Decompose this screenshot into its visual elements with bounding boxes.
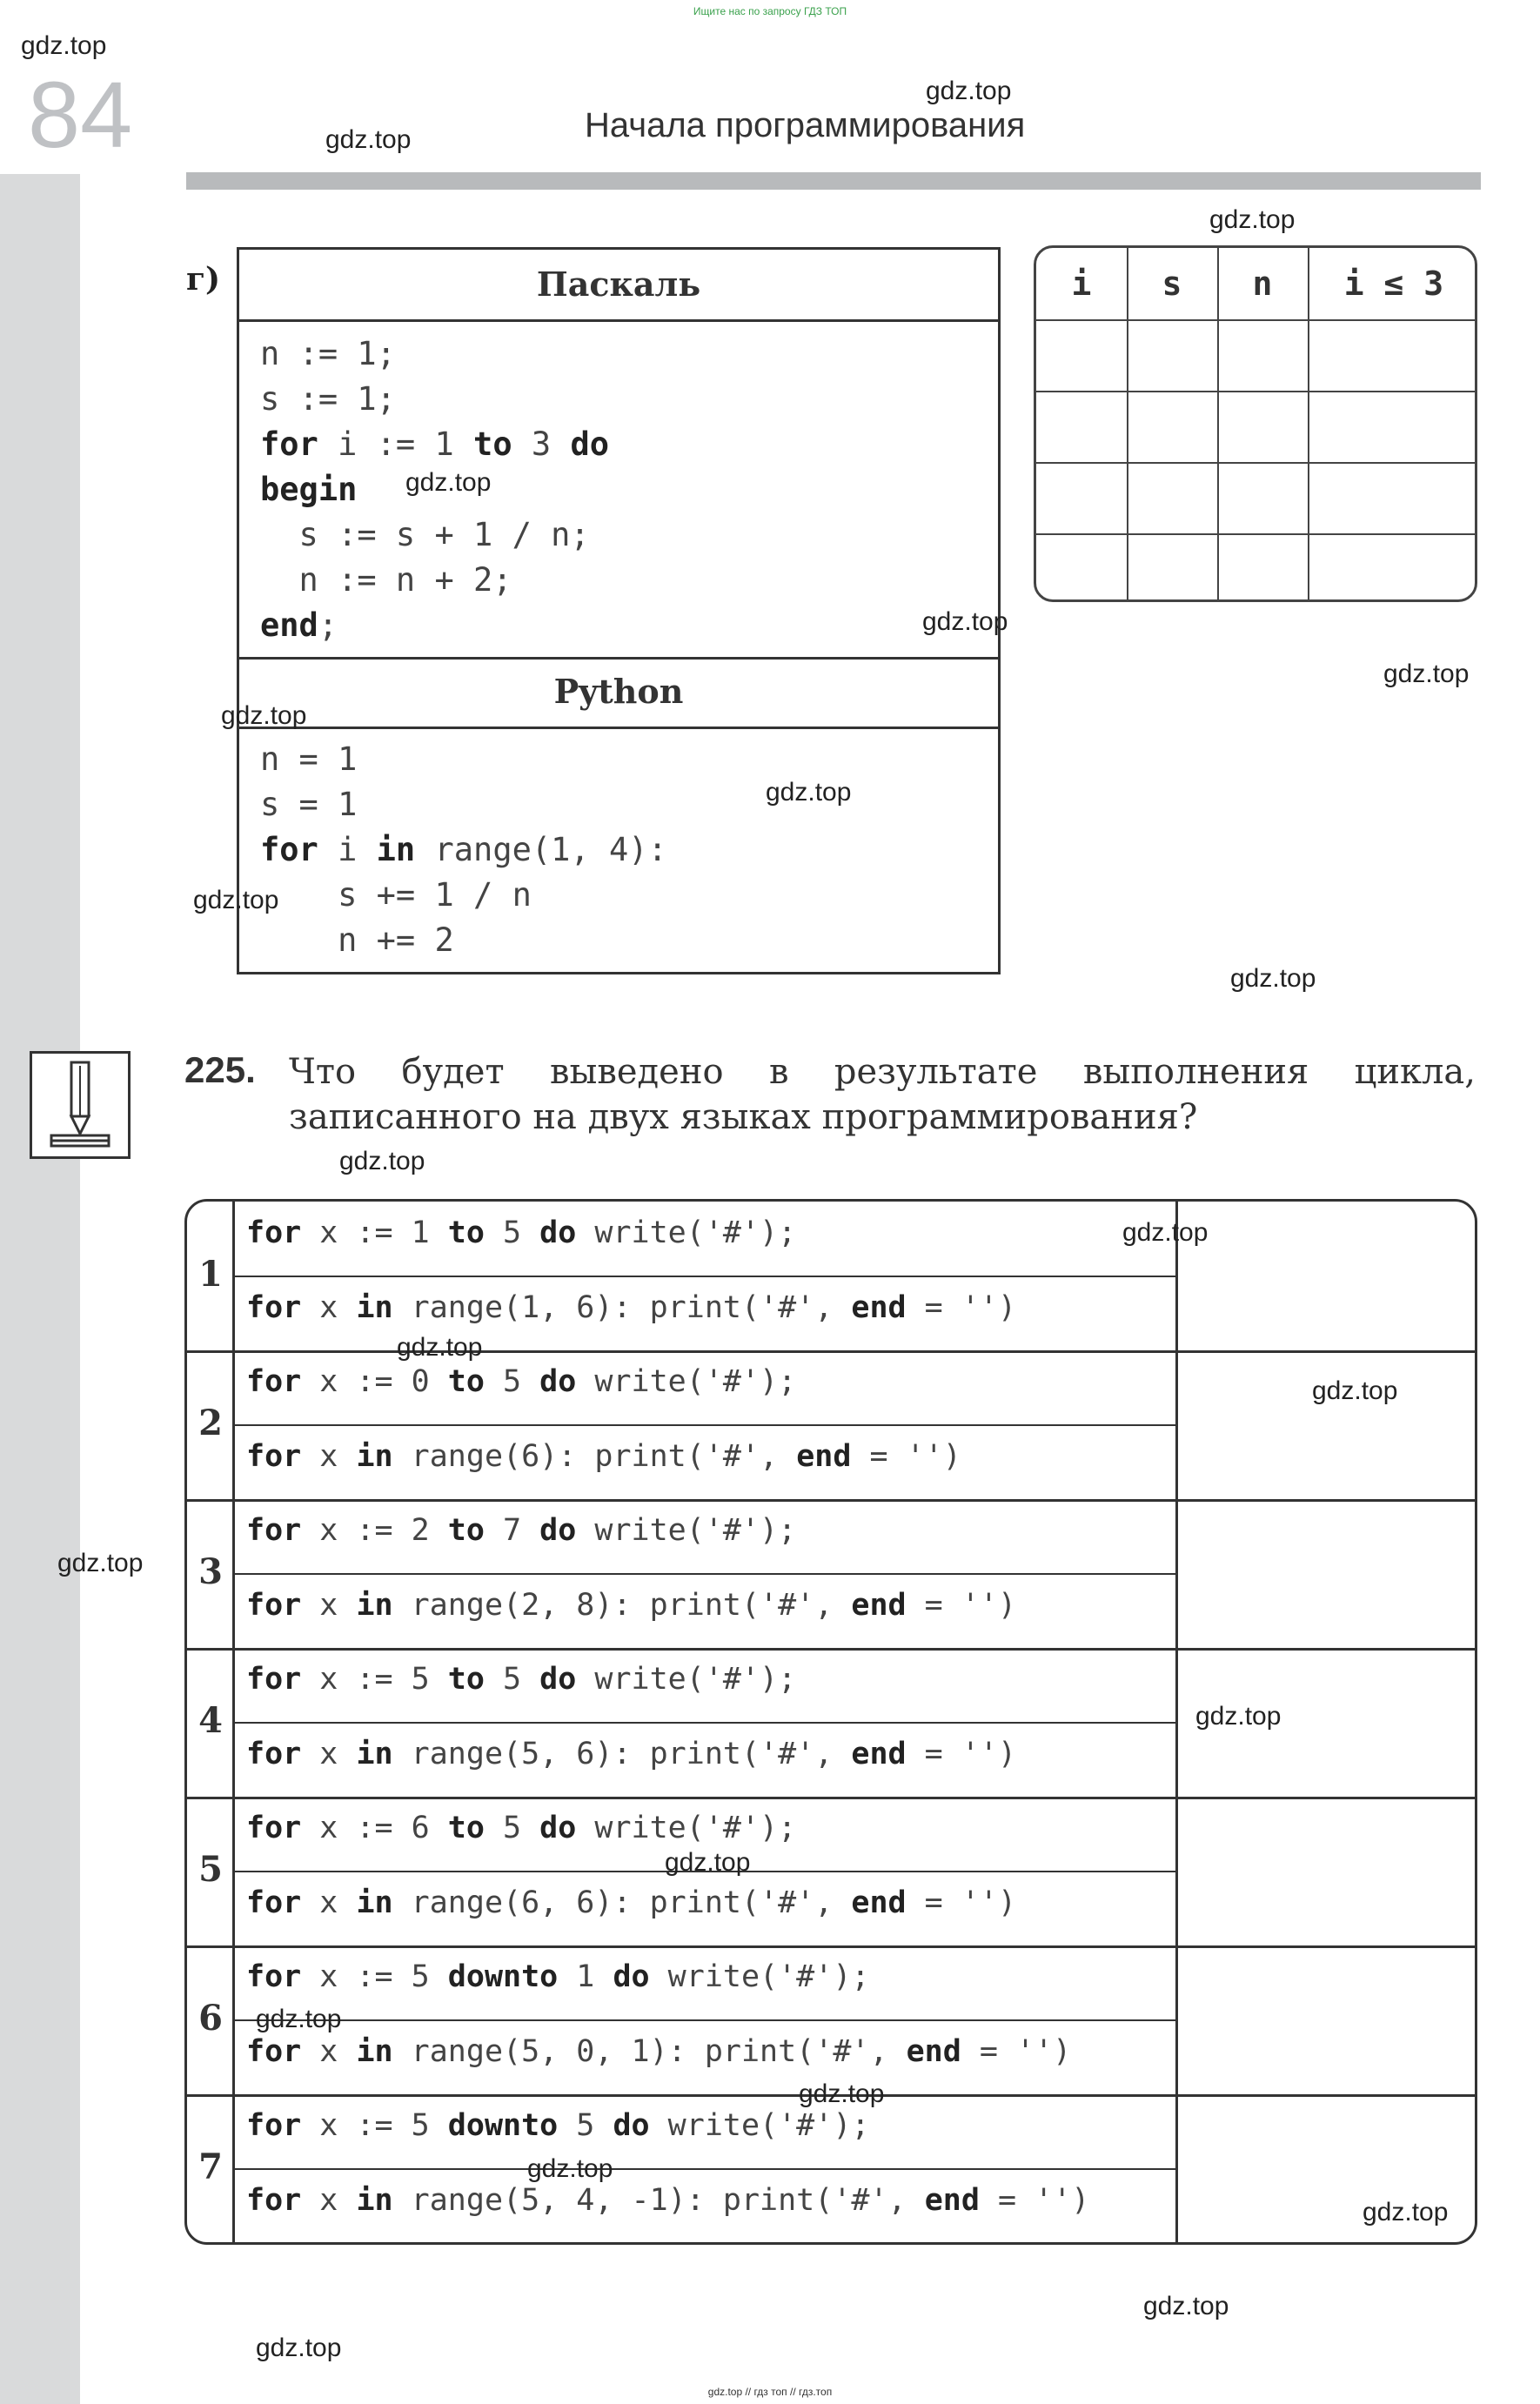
trace-table	[1034, 245, 1477, 602]
watermark: gdz.top	[397, 1333, 483, 1362]
python-code-line: n += 2	[260, 921, 454, 959]
python-loop: for x in range(1, 6): print('#', end = '')	[246, 1290, 1017, 1325]
watermark: gdz.top	[1195, 1702, 1282, 1731]
row-number: 1	[198, 1254, 223, 1295]
watermark: gdz.top	[1143, 2292, 1229, 2320]
pascal-loop: for x := 5 to 5 do write('#');	[246, 1662, 797, 1697]
watermark: gdz.top	[1363, 2198, 1449, 2227]
row-number: 3	[198, 1551, 223, 1592]
watermark: gdz.top	[256, 2334, 342, 2362]
pascal-loop: for x := 5 downto 5 do write('#');	[246, 2108, 870, 2143]
row-number: 7	[198, 2146, 223, 2187]
python-code-line: for i in range(1, 4):	[260, 831, 667, 868]
pascal-loop: for x := 1 to 5 do write('#');	[246, 1215, 797, 1250]
watermark: gdz.top	[1383, 660, 1470, 688]
watermark: gdz.top	[1230, 964, 1316, 993]
watermark: gdz.top	[922, 607, 1008, 636]
header-rule	[186, 172, 1481, 190]
trace-header-n: n	[1252, 265, 1273, 303]
answer-cell[interactable]	[1178, 1797, 1474, 1943]
row-number: 4	[198, 1700, 223, 1741]
python-header: Python	[553, 672, 684, 711]
watermark: gdz.top	[325, 125, 412, 154]
python-loop: for x in range(5, 4, -1): print('#', end = '')	[246, 2183, 1090, 2218]
python-loop: for x in range(5, 0, 1): print('#', end = '')	[246, 2034, 1072, 2069]
answer-cell[interactable]	[1178, 1945, 1474, 2092]
answer-cell[interactable]	[1178, 1499, 1474, 1645]
watermark: gdz.top	[926, 77, 1012, 105]
python-code	[260, 737, 667, 963]
pascal-code-line: s := s + 1 / n;	[260, 516, 590, 553]
watermark: gdz.top	[21, 31, 107, 60]
python-code-line: s += 1 / n	[260, 876, 532, 914]
python-loop: for x in range(2, 8): print('#', end = '')	[246, 1588, 1017, 1623]
python-loop: for x in range(6): print('#', end = '')	[246, 1439, 961, 1474]
answer-cell[interactable]	[1178, 1350, 1474, 1497]
page-title: Начала программирования	[585, 106, 1026, 144]
pascal-code-line: n := 1;	[260, 335, 396, 372]
pascal-loop: for x := 2 to 7 do write('#');	[246, 1513, 797, 1548]
task-text-line2: записанного на двух языках программирования?	[289, 1097, 1198, 1137]
page-number: 84	[28, 62, 133, 167]
row-number: 5	[198, 1849, 223, 1890]
watermark: gdz.top	[766, 778, 852, 807]
watermark: gdz.top	[1312, 1376, 1398, 1405]
watermark: gdz.top	[57, 1549, 144, 1577]
python-loop: for x in range(5, 6): print('#', end = '')	[246, 1737, 1017, 1771]
trace-header-s: s	[1162, 265, 1182, 303]
watermark: gdz.top	[256, 2005, 342, 2033]
watermark: gdz.top	[799, 2079, 885, 2108]
pencil-task-icon	[30, 1051, 131, 1159]
pascal-code-line: begin	[260, 471, 358, 508]
python-code-line: n = 1	[260, 740, 358, 778]
pascal-loop: for x := 5 downto 1 do write('#');	[246, 1959, 870, 1994]
watermark: gdz.top	[1122, 1218, 1209, 1247]
trace-header-i: i	[1071, 265, 1092, 303]
top-search-hint[interactable]: Ищите нас по запросу ГДЗ ТОП	[693, 5, 847, 17]
row-number: 6	[198, 1998, 223, 2039]
watermark: gdz.top	[193, 886, 279, 914]
answer-cell[interactable]	[1178, 1202, 1474, 1348]
watermark: gdz.top	[527, 2154, 613, 2183]
part-letter: г)	[186, 261, 221, 298]
trace-header-condition: i ≤ 3	[1343, 265, 1444, 303]
pascal-code-line: end;	[260, 606, 338, 644]
python-loop: for x in range(6, 6): print('#', end = '')	[246, 1885, 1017, 1920]
row-number: 2	[198, 1403, 223, 1443]
code-box	[237, 247, 1001, 974]
pascal-code-line: s := 1;	[260, 380, 396, 418]
watermark: gdz.top	[339, 1147, 425, 1175]
pascal-header: Паскаль	[536, 265, 701, 304]
watermark: gdz.top	[221, 701, 307, 730]
watermark: gdz.top	[405, 468, 492, 497]
watermark: gdz.top	[665, 1848, 751, 1877]
pascal-code-line: for i := 1 to 3 do	[260, 425, 609, 463]
left-margin-strip	[0, 174, 80, 2404]
watermark: gdz.top	[1209, 205, 1296, 234]
task-number: 225.	[184, 1049, 256, 1090]
pascal-code-line: n := n + 2;	[260, 561, 512, 599]
pascal-loop: for x := 0 to 5 do write('#');	[246, 1364, 797, 1399]
task-text-line1: Что будет выведено в результате выполнения цикла,	[289, 1052, 1476, 1092]
bottom-links[interactable]: gdz.top // гдз топ // гдз.топ	[707, 2386, 833, 2398]
python-code-line: s = 1	[260, 786, 358, 823]
pascal-loop: for x := 6 to 5 do write('#');	[246, 1811, 797, 1845]
